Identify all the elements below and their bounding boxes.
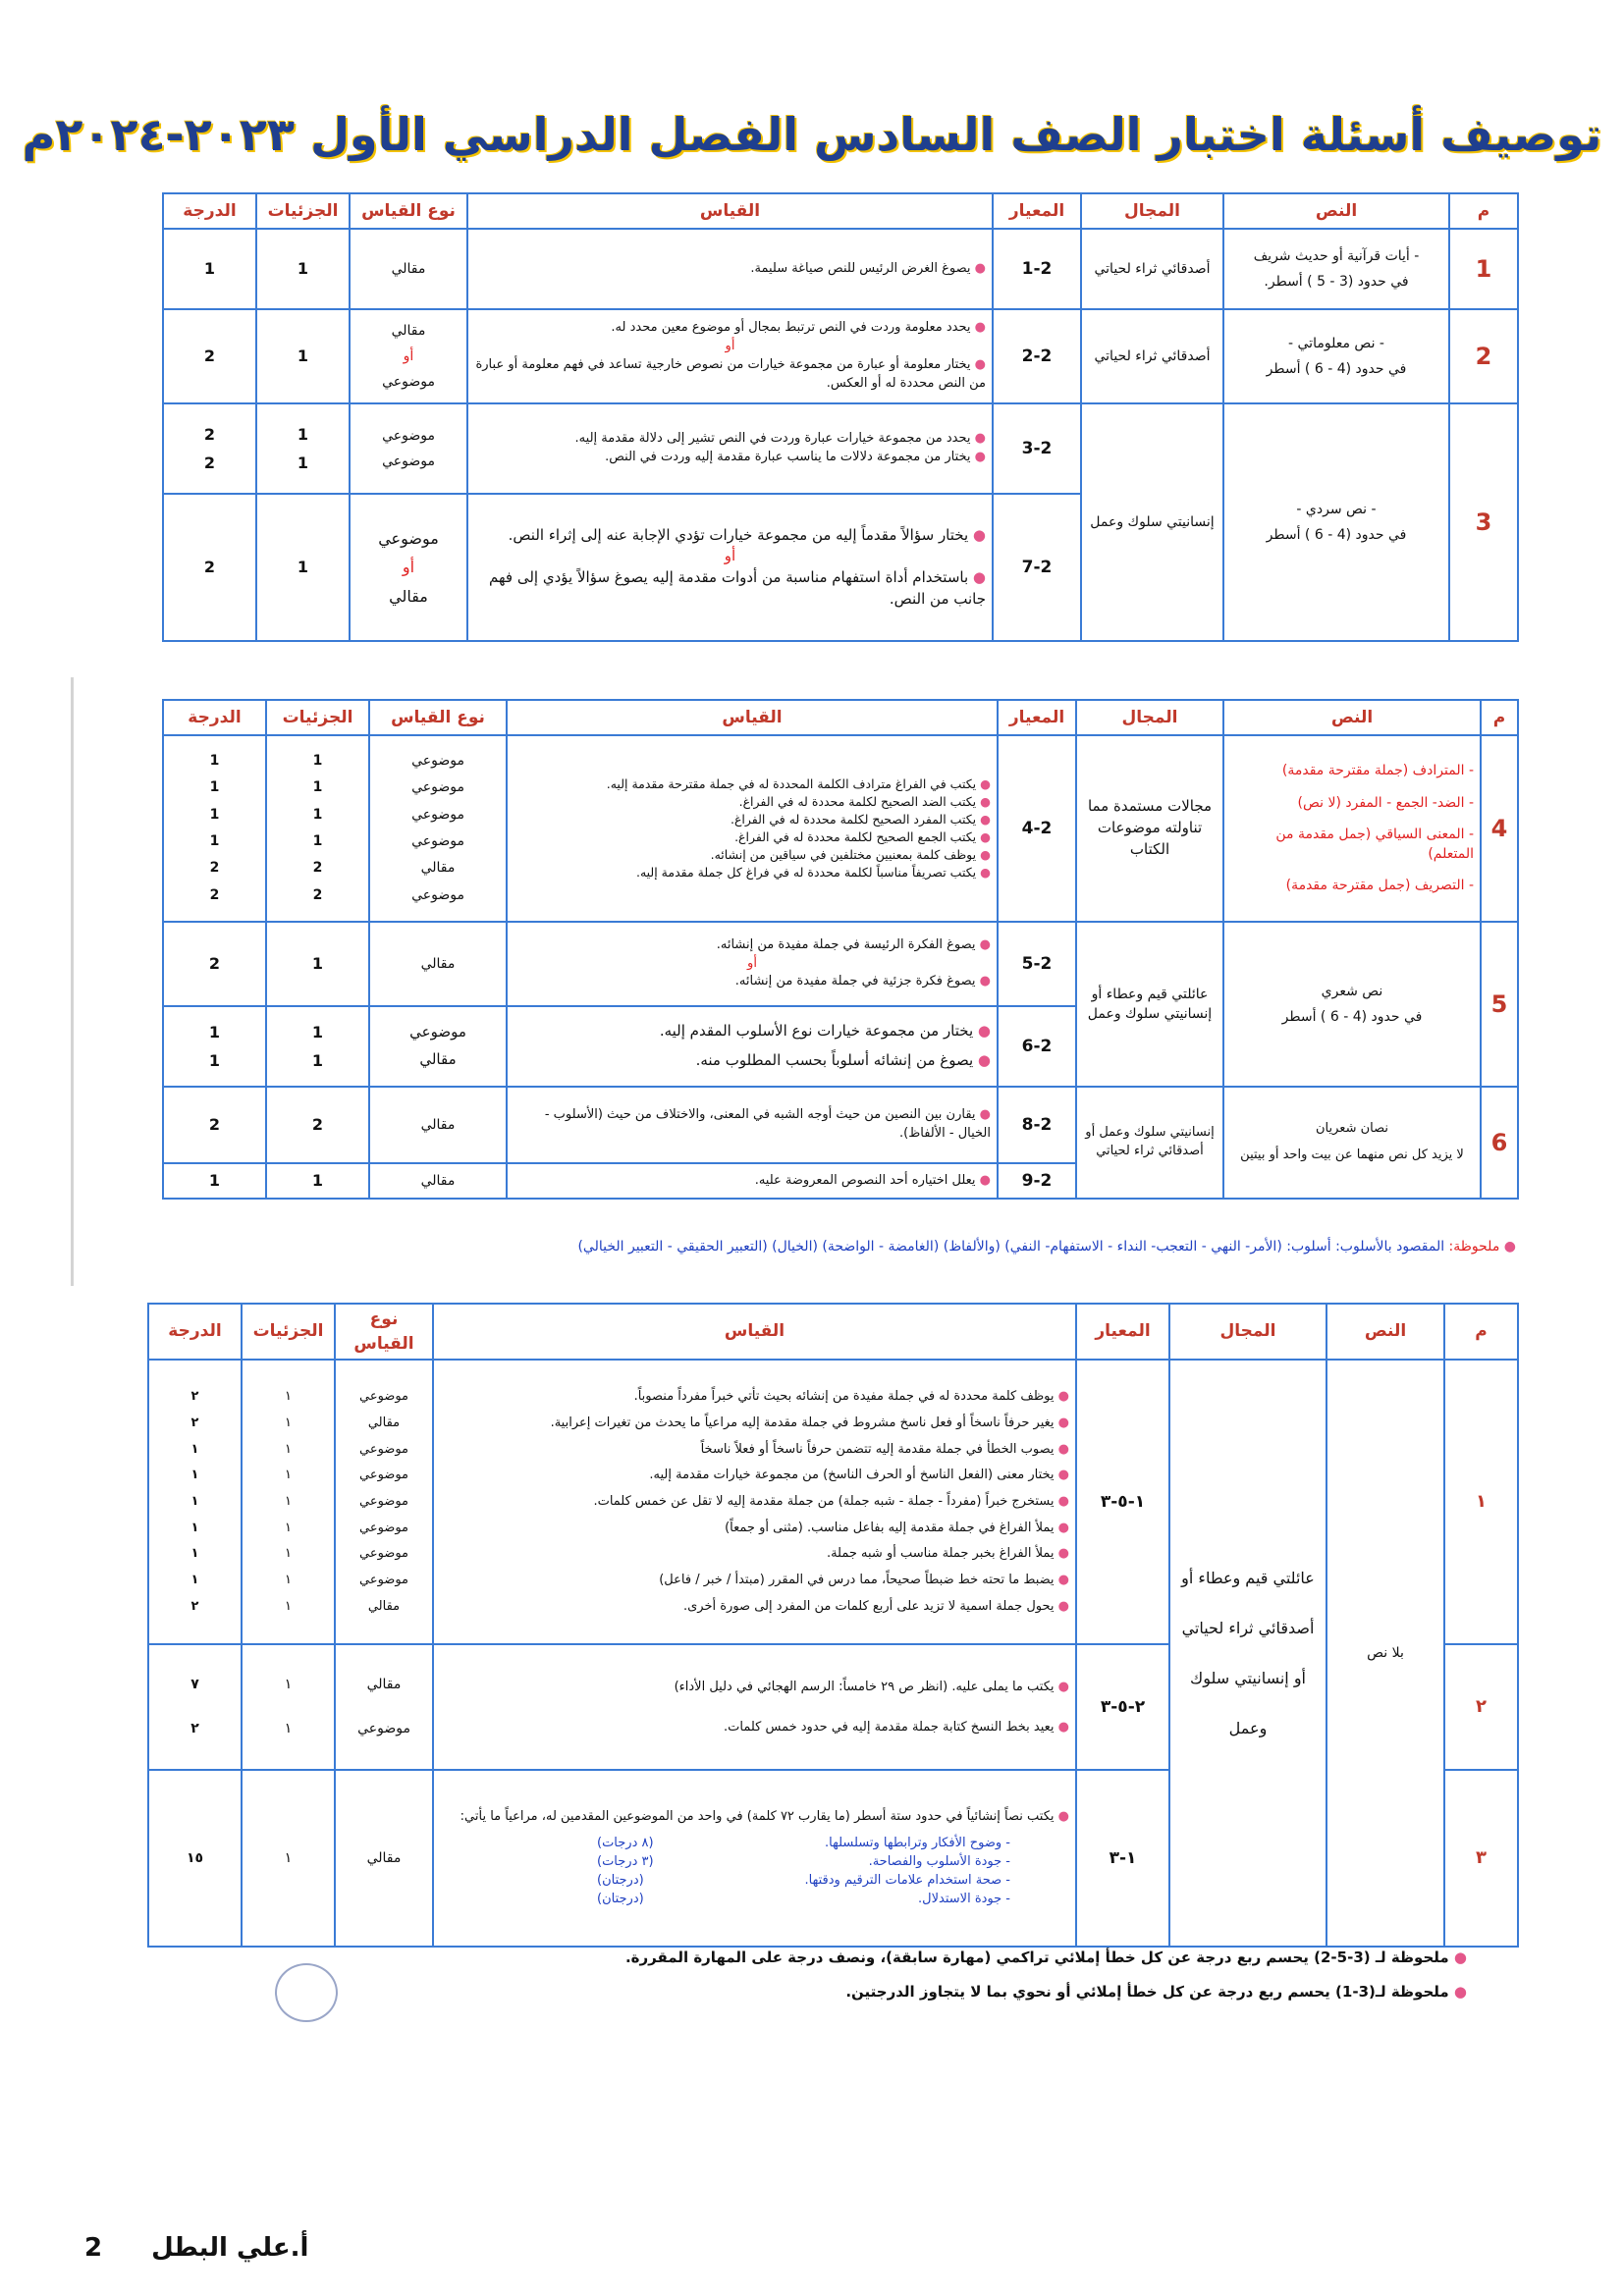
text-cell: - نص سردي - في حدود (4 - 6 ) أسطر <box>1223 403 1449 641</box>
table-header-row <box>163 193 1518 229</box>
parts-cell: ١ ١ ١ ١ ١ ١ ١ ١ ١ <box>242 1360 335 1644</box>
col-type: نوع القياس <box>350 193 467 229</box>
grade-cell: 1 1 <box>163 1006 266 1087</box>
measure-cell: ● يكتب نصاً إنشائياً في حدود ستة أسطر (ما يقارب ٧٢ كلمة) في واحد من الموضوعين المقدمين له، مراعياً ما يأتي: - وضوح الأفكار وترابطها وتسلسلها. (٨ درجات) - جودة الأسلوب والفصاحة. (٣ درجات) - صحة استخدام علامات الترقيم ودقتها. (درجتان) - جودة الاستدلال. (درجتان) <box>433 1770 1076 1947</box>
table-row <box>163 229 1518 309</box>
row-index: ٢ <box>1444 1644 1518 1770</box>
parts-cell: 1 <box>256 494 350 641</box>
grade-cell: 2 <box>163 1087 266 1163</box>
text-cell: - أيات قرآنية أو حديث شريف في حدود (3 - 5 ) أسطر. <box>1223 229 1449 309</box>
standard-cell: 1-2 <box>993 229 1081 309</box>
standard-cell: 6-2 <box>998 1006 1076 1087</box>
parts-cell: 1 <box>256 229 350 309</box>
col-type: نوع القياس <box>335 1304 433 1360</box>
col-field: المجال <box>1169 1304 1326 1360</box>
style-note: ● ملحوظة: المقصود بالأسلوب: أسلوب: (الأمر- النهي - التعجب- النداء - الاستفهام- النفي) (والألفاظ) (الغامضة - الواضحة) (الخيال) (التعبير الحقيقي - التعبير الخيالي) <box>577 1239 1516 1255</box>
field-cell: عائلتي قيم وعطاء أو إنسانيتي سلوك وعمل <box>1076 922 1223 1087</box>
parts-cell: ١ ١ <box>242 1644 335 1770</box>
dictation-note: ● ملحوظة لـ (3-5-2) يحسم ربع درجة عن كل خطأ إملائي تراكمي (مهارة سابقة)، ونصف درجة على المهارة المقررة. <box>624 1949 1467 1966</box>
table-row <box>163 735 1518 922</box>
table-header-row <box>163 700 1518 735</box>
spec-table-3 <box>147 1303 1519 1948</box>
grade-cell: 2 2 <box>163 403 256 494</box>
col-m: م <box>1444 1304 1518 1360</box>
col-standard: المعيار <box>1076 1304 1169 1360</box>
measure-cell: ● يحدد من مجموعة خيارات عبارة وردت في النص تشير إلى دلالة مقدمة إليه. ● يختار من مجموعة دلالات ما يناسب عبارة مقدمة إليه وردت في النص. <box>467 403 993 494</box>
grade-cell: 1 <box>163 1163 266 1199</box>
row-index: 2 <box>1449 309 1518 403</box>
measure-cell: ● يكتب ما يملى عليه. (انظر ص ٢٩ خامساً: الرسم الهجائي في دليل الأداء) ● يعيد بخط النسخ كتابة جملة مقدمة إليه في حدود خمس كلمات. <box>433 1644 1076 1770</box>
type-cell: موضوعي أو مقالي <box>350 494 467 641</box>
standard-cell: 7-2 <box>993 494 1081 641</box>
type-cell: مقالي <box>335 1770 433 1947</box>
field-cell: أصدقائي ثراء لحياتي <box>1081 309 1223 403</box>
measure-cell: ● يعلل اختياره أحد النصوص المعروضة عليه. <box>507 1163 998 1199</box>
grade-cell: 1 1 1 1 2 2 <box>163 735 266 922</box>
row-index: 1 <box>1449 229 1518 309</box>
parts-cell: 1 <box>266 1163 369 1199</box>
measure-cell: ● يوظف كلمة محددة له في جملة مفيدة من إنشائه بحيث تأتي خبراً مفرداً منصوباً. ● يغير حرفاً ناسخاً أو فعل ناسخ مشروط في جملة مقدمة إليه مراعياً ما يحدث من تغيرات إعرابية. ● يصوب الخطأ في جملة مقدمة إليه تتضمن حرفاً ناسخاً أو فعلاً ناسخاً ● يختار معنى (الفعل الناسخ أو الحرف الناسخ) من مجموعة خيارات مقدمة إليه. ● يستخرج خبراً (مفرداً - جملة - شبه جملة) من جملة مقدمة إليه لا تقل عن خمس كلمات. ● يملأ الفراغ في جملة مقدمة إليه بفاعل مناسب. (مثنى أو جمعاً) ● يملأ الفراغ بخبر جملة مناسب أو شبه جملة. ● يضبط ما تحته خط ضبطاً صحيحاً، مما درس في المقرر (مبتدأ / خبر / فاعل) ● يحول جملة اسمية لا تزيد على أربع كلمات من المفرد إلى صورة أخرى. <box>433 1360 1076 1644</box>
type-cell: مقالي موضوعي <box>335 1644 433 1770</box>
spec-table-2 <box>162 699 1519 1200</box>
grade-cell: 2 <box>163 494 256 641</box>
type-cell: مقالي <box>369 1087 507 1163</box>
row-index: ٣ <box>1444 1770 1518 1947</box>
row-index: 5 <box>1481 922 1518 1087</box>
col-field: المجال <box>1081 193 1223 229</box>
col-text: النص <box>1223 193 1449 229</box>
standard-cell: 3-2 <box>993 403 1081 494</box>
seal-icon <box>275 1963 338 2022</box>
author-name: أ.علي البطل <box>151 2233 309 2263</box>
divider-line <box>71 677 74 1286</box>
table-header-row <box>148 1304 1518 1360</box>
page-footer <box>84 2233 357 2263</box>
type-cell: مقالي أو موضوعي <box>350 309 467 403</box>
field-cell: أصدقائي ثراء لحياتي <box>1081 229 1223 309</box>
grade-cell: 2 <box>163 309 256 403</box>
table-row <box>163 922 1518 1006</box>
col-m: م <box>1481 700 1518 735</box>
col-type: نوع القياس <box>369 700 507 735</box>
field-cell: عائلتي قيم وعطاء أو أصدقائي ثراء لحياتي أو إنسانيتي سلوك وعمل <box>1169 1360 1326 1947</box>
col-parts: الجزئيات <box>266 700 369 735</box>
type-cell: موضوعي موضوعي موضوعي موضوعي مقالي موضوعي <box>369 735 507 922</box>
col-m: م <box>1449 193 1518 229</box>
text-cell: - المترادف (جملة مقترحة مقدمة) - الضد- الجمع - المفرد (لا نص) - المعنى السياقي (جمل مقدمة من المتعلم) - التصريف (جمل مقترحة مقدمة) <box>1223 735 1481 922</box>
row-index: 4 <box>1481 735 1518 922</box>
standard-cell: 2-2 <box>993 309 1081 403</box>
measure-cell: ● يحدد معلومة وردت في النص ترتبط بمجال أو موضوع معين محدد له. أو ● يختار معلومة أو عبارة من مجموعة خيارات من نصوص خارجية تساعد في فهم معلومة أو عبارة من النص محددة له أو العكس. <box>467 309 993 403</box>
parts-cell: 1 1 <box>256 403 350 494</box>
grade-cell: 2 <box>163 922 266 1006</box>
type-cell: مقالي <box>369 1163 507 1199</box>
spec-table-1 <box>162 192 1519 642</box>
table-row <box>163 403 1518 494</box>
parts-cell: ١ <box>242 1770 335 1947</box>
table-row <box>163 309 1518 403</box>
grade-cell: 1 <box>163 229 256 309</box>
col-grade: الدرجة <box>163 700 266 735</box>
table-row <box>163 1087 1518 1163</box>
measure-cell: ● يختار سؤالاً مقدماً إليه من مجموعة خيارات تؤدي الإجابة عنه إلى إثراء النص. أو ● باستخدام أداة استفهام مناسبة من أدوات مقدمة إليه يصوغ سؤالاً يؤدي إلى فهم جانب من النص. <box>467 494 993 641</box>
col-text: النص <box>1326 1304 1444 1360</box>
col-measure: القياس <box>507 700 998 735</box>
col-parts: الجزئيات <box>242 1304 335 1360</box>
page-title: توصيف أسئلة اختبار الصف السادس الفصل الدراسي الأول ٢٠٢٣-٢٠٢٤م <box>22 108 1602 161</box>
measure-cell: ● يصوغ الغرض الرئيس للنص صياغة سليمة. <box>467 229 993 309</box>
col-grade: الدرجة <box>163 193 256 229</box>
standard-cell: ٢-٥-٣ <box>1076 1644 1169 1770</box>
text-cell: بلا نص <box>1326 1360 1444 1947</box>
table-row <box>148 1360 1518 1644</box>
page-number: 2 <box>84 2233 103 2263</box>
parts-cell: 2 <box>266 1087 369 1163</box>
standard-cell: 9-2 <box>998 1163 1076 1199</box>
field-cell: إنسانيتي سلوك وعمل <box>1081 403 1223 641</box>
parts-cell: 1 1 <box>266 1006 369 1087</box>
col-text: النص <box>1223 700 1481 735</box>
row-index: 6 <box>1481 1087 1518 1199</box>
col-standard: المعيار <box>998 700 1076 735</box>
field-cell: مجالات مستمدة مما تناولته موضوعات الكتاب <box>1076 735 1223 922</box>
measure-cell: ● يصوغ الفكرة الرئيسة في جملة مفيدة من إنشائه. أو ● يصوغ فكرة جزئية في جملة مفيدة من إنشائه. <box>507 922 998 1006</box>
col-parts: الجزئيات <box>256 193 350 229</box>
col-measure: القياس <box>467 193 993 229</box>
type-cell: موضوعي موضوعي <box>350 403 467 494</box>
col-measure: القياس <box>433 1304 1076 1360</box>
row-index: ١ <box>1444 1360 1518 1644</box>
grammar-note: ● ملحوظة لـ(3-1) يحسم ربع درجة عن كل خطأ إملائي أو نحوي بما لا يتجاوز الدرجتين. <box>845 1983 1467 2001</box>
col-field: المجال <box>1076 700 1223 735</box>
text-cell: - نص معلوماتي - في حدود (4 - 6 ) أسطر <box>1223 309 1449 403</box>
type-cell: موضوعي مقالي <box>369 1006 507 1087</box>
measure-cell: ● يختار من مجموعة خيارات نوع الأسلوب المقدم إليه. ● يصوغ من إنشائه أسلوباً بحسب المطلوب منه. <box>507 1006 998 1087</box>
standard-cell: 4-2 <box>998 735 1076 922</box>
standard-cell: 5-2 <box>998 922 1076 1006</box>
standard-cell: 8-2 <box>998 1087 1076 1163</box>
parts-cell: 1 1 1 1 2 2 <box>266 735 369 922</box>
type-cell: موضوعي مقالي موضوعي موضوعي موضوعي موضوعي موضوعي موضوعي مقالي <box>335 1360 433 1644</box>
measure-cell: ● يقارن بين النصين من حيث أوجه الشبه في المعنى، والاختلاف من حيث (الأسلوب - الخيال - الألفاظ). <box>507 1087 998 1163</box>
standard-cell: ١-٥-٣ <box>1076 1360 1169 1644</box>
row-index: 3 <box>1449 403 1518 641</box>
text-cell: نصان شعريان لا يزيد كل نص منهما عن بيت واحد أو بيتين <box>1223 1087 1481 1199</box>
col-standard: المعيار <box>993 193 1081 229</box>
field-cell: إنسانيتي سلوك وعمل أو أصدقائي ثراء لحياتي <box>1076 1087 1223 1199</box>
parts-cell: 1 <box>266 922 369 1006</box>
type-cell: مقالي <box>369 922 507 1006</box>
col-grade: الدرجة <box>148 1304 242 1360</box>
grade-cell: ٧ ٢ <box>148 1644 242 1770</box>
type-cell: مقالي <box>350 229 467 309</box>
text-cell: نص شعري في حدود (4 - 6 ) أسطر <box>1223 922 1481 1087</box>
grade-cell: ٢ ٢ ١ ١ ١ ١ ١ ١ ٢ <box>148 1360 242 1644</box>
grade-cell: ١٥ <box>148 1770 242 1947</box>
measure-cell: ● يكتب في الفراغ مترادف الكلمة المحددة له في جملة مقترحة مقدمة إليه. ● يكتب الضد الصحيح لكلمة محددة له في الفراغ. ● يكتب المفرد الصحيح لكلمة محددة له في الفراغ. ● يكتب الجمع الصحيح لكلمة محددة له في الفراغ. ● يوظف كلمة بمعنيين مختلفين في سياقين من إنشائه. ● يكتب تصريفاً مناسباً لكلمة محددة له في فراغ كل جملة مقدمة إليه. <box>507 735 998 922</box>
standard-cell: ١-٣ <box>1076 1770 1169 1947</box>
parts-cell: 1 <box>256 309 350 403</box>
